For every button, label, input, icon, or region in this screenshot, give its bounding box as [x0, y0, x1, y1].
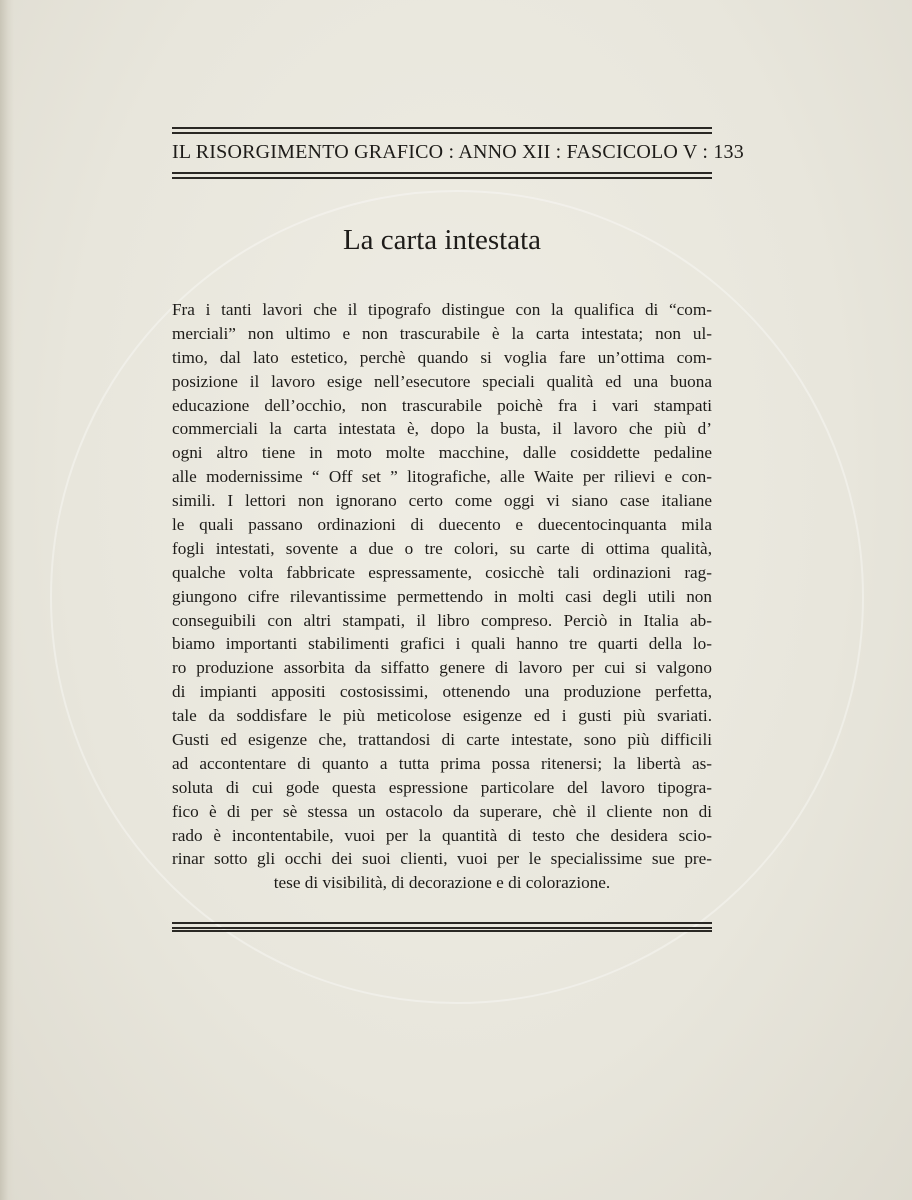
body-line: Fra i tanti lavori che il tipografo distingue con la qualifica di “com-: [172, 300, 712, 319]
body-line: simili. I lettori non ignorano certo come oggi vi siano case italiane: [172, 491, 712, 511]
body-line: qualche volta fabbricate espressamente, cosicchè tali ordinazioni rag-: [172, 562, 712, 582]
body-line: posizione il lavoro esige nell’esecutore speciali qualità ed una buona: [172, 371, 712, 391]
running-head: IL RISORGIMENTO GRAFICO : ANNO XII : FASCICOLO V : 133: [172, 141, 744, 163]
article-body: [172, 298, 712, 895]
body-line: giungono cifre rilevantissime permettendo in molti casi degli utili non: [172, 586, 712, 606]
body-line: fogli intestati, sovente a due o tre colori, su carte di ottima qualità,: [172, 538, 712, 558]
body-line: educazione dell’occhio, non trascurabile poichè fra i vari stampati: [172, 395, 712, 415]
body-line: ogni altro tiene in moto molte macchine, dalle cosiddette pedaline: [172, 443, 712, 463]
body-line: biamo importanti stabilimenti grafici i quali hanno tre quarti della lo-: [172, 634, 712, 654]
body-line: tale da soddisfare le più meticolose esigenze ed i gusti più svariati.: [172, 706, 712, 726]
body-line: timo, dal lato estetico, perchè quando si voglia fare un’ottima com-: [172, 347, 712, 367]
body-line: alle modernissime “ Off set ” litografiche, alle Waite per rilievi e con-: [172, 467, 712, 487]
body-line: ad accontentare di quanto a tutta prima possa ritenersi; la libertà as-: [172, 753, 712, 773]
body-line: conseguibili con altri stampati, il libro compreso. Perciò in Italia ab-: [172, 610, 712, 630]
body-line: merciali” non ultimo e non trascurabile è la carta intestata; non ul-: [172, 323, 712, 343]
body-line: rado è incontentabile, vuoi per la quantità di testo che desidera scio-: [172, 825, 712, 845]
body-line: rinar sotto gli occhi dei suoi clienti, vuoi per le specialissime sue pre-: [172, 849, 712, 869]
header-bottom-rule: [172, 172, 712, 179]
body-line: Gusti ed esigenze che, trattandosi di carte intestate, sono più difficili: [172, 730, 712, 750]
body-line: le quali passano ordinazioni di duecento e duecentocinquanta mila: [172, 515, 712, 535]
body-line: ro produzione assorbita da siffatto genere di lavoro per cui si valgono: [172, 658, 712, 678]
article-title: La carta intestata: [342, 224, 542, 256]
header-top-rule: [172, 127, 712, 134]
footer-bottom-rule: [172, 930, 712, 933]
body-line: soluta di cui gode questa espressione particolare del lavoro tipogra-: [172, 777, 712, 797]
page-binding-edge: [0, 0, 14, 1200]
body-line: fico è di per sè stessa un ostacolo da superare, chè il cliente non di: [172, 801, 712, 821]
body-line: di impianti appositi costosissimi, ottenendo una produzione perfetta,: [172, 682, 712, 702]
body-line: commerciali la carta intestata è, dopo la busta, il lavoro che più d’: [172, 419, 712, 439]
body-line-last: tese di visibilità, di decorazione e di colorazione.: [273, 873, 611, 893]
footer-top-rule: [172, 922, 712, 929]
